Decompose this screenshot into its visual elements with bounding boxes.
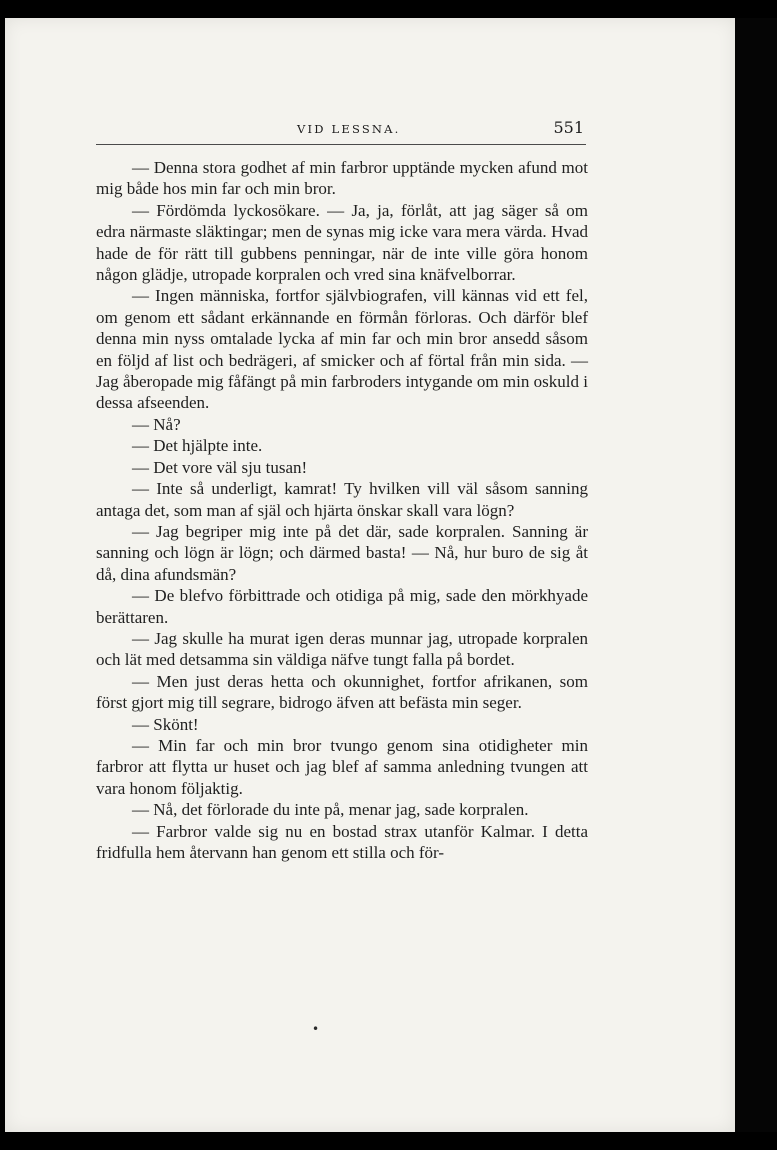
page-header: [96, 118, 586, 145]
paragraph: — Ingen människa, fortfor självbiografen, vill kännas vid ett fel, om genom ett sådant erkännande en förmån förloras. Och därför blef denna min nyss omtalade lycka af min far och min bror ansedd såsom en följd af list och bedrägeri, af smicker och af förtal från min sida. — Jag åberopade mig fåfängt på min farbroders intygande om min oskuld i dessa afseenden.: [96, 286, 588, 413]
paragraph: — Nå?: [132, 414, 181, 434]
paragraph: — Skönt!: [132, 714, 199, 734]
paragraph: — Farbror valde sig nu en bostad strax utanför Kalmar. I detta fridfulla hem återvann han genom ett stilla och för-: [96, 821, 588, 862]
paragraph: — Det hjälpte inte.: [132, 436, 263, 456]
body-text: [96, 157, 588, 863]
paragraph: — Det vore väl sju tusan!: [132, 457, 308, 477]
paragraph: — Denna stora godhet af min farbror upptände mycken afund mot mig både hos min far och min bror.: [96, 158, 588, 199]
paragraph: — Men just deras hetta och okunnighet, fortfor afrikanen, som först gjort mig till segrare, bidrogo äfven att befästa min seger.: [96, 671, 588, 713]
page-number: 551: [553, 118, 584, 137]
paragraph: — Nå, det förlorade du inte på, menar jag, sade korpralen.: [132, 800, 529, 820]
paragraph: — Fördömda lyckosökare. — Ja, ja, förlåt, att jag säger så om edra närmaste släktingar; men de synas mig icke vara mera värda. Hvad hade de för rätt till gubbens penningar, när de inte ville göra honom någon glädje, utropade korpralen och vred sina knäfvelborrar.: [96, 200, 588, 285]
paragraph: — Inte så underligt, kamrat! Ty hvilken vill väl såsom sanning antaga det, som man af själ och hjärta önskar skall vara lögn?: [96, 479, 588, 520]
scan-edge: [735, 18, 777, 1132]
paragraph: — Min far och min bror tvungo genom sina otidigheter min farbror att flytta ur huset och jag blef af samma anledning tvungen att vara honom följaktig.: [96, 735, 588, 798]
footer-mark: •: [312, 1022, 320, 1036]
running-title: VID LESSNA.: [297, 122, 401, 136]
paragraph: — Jag begriper mig inte på det där, sade korpralen. Sanning är sanning och lögn är lögn; och därmed basta! — Nå, hur buro de sig åt då, dina afundsmän?: [96, 521, 588, 584]
paragraph: — Jag skulle ha murat igen deras munnar jag, utropade korpralen och lät med detsamma sin väldiga näfve tungt falla på bordet.: [96, 628, 588, 670]
paragraph: — De blefvo förbittrade och otidiga på mig, sade den mörkhyade berättaren.: [96, 586, 588, 627]
